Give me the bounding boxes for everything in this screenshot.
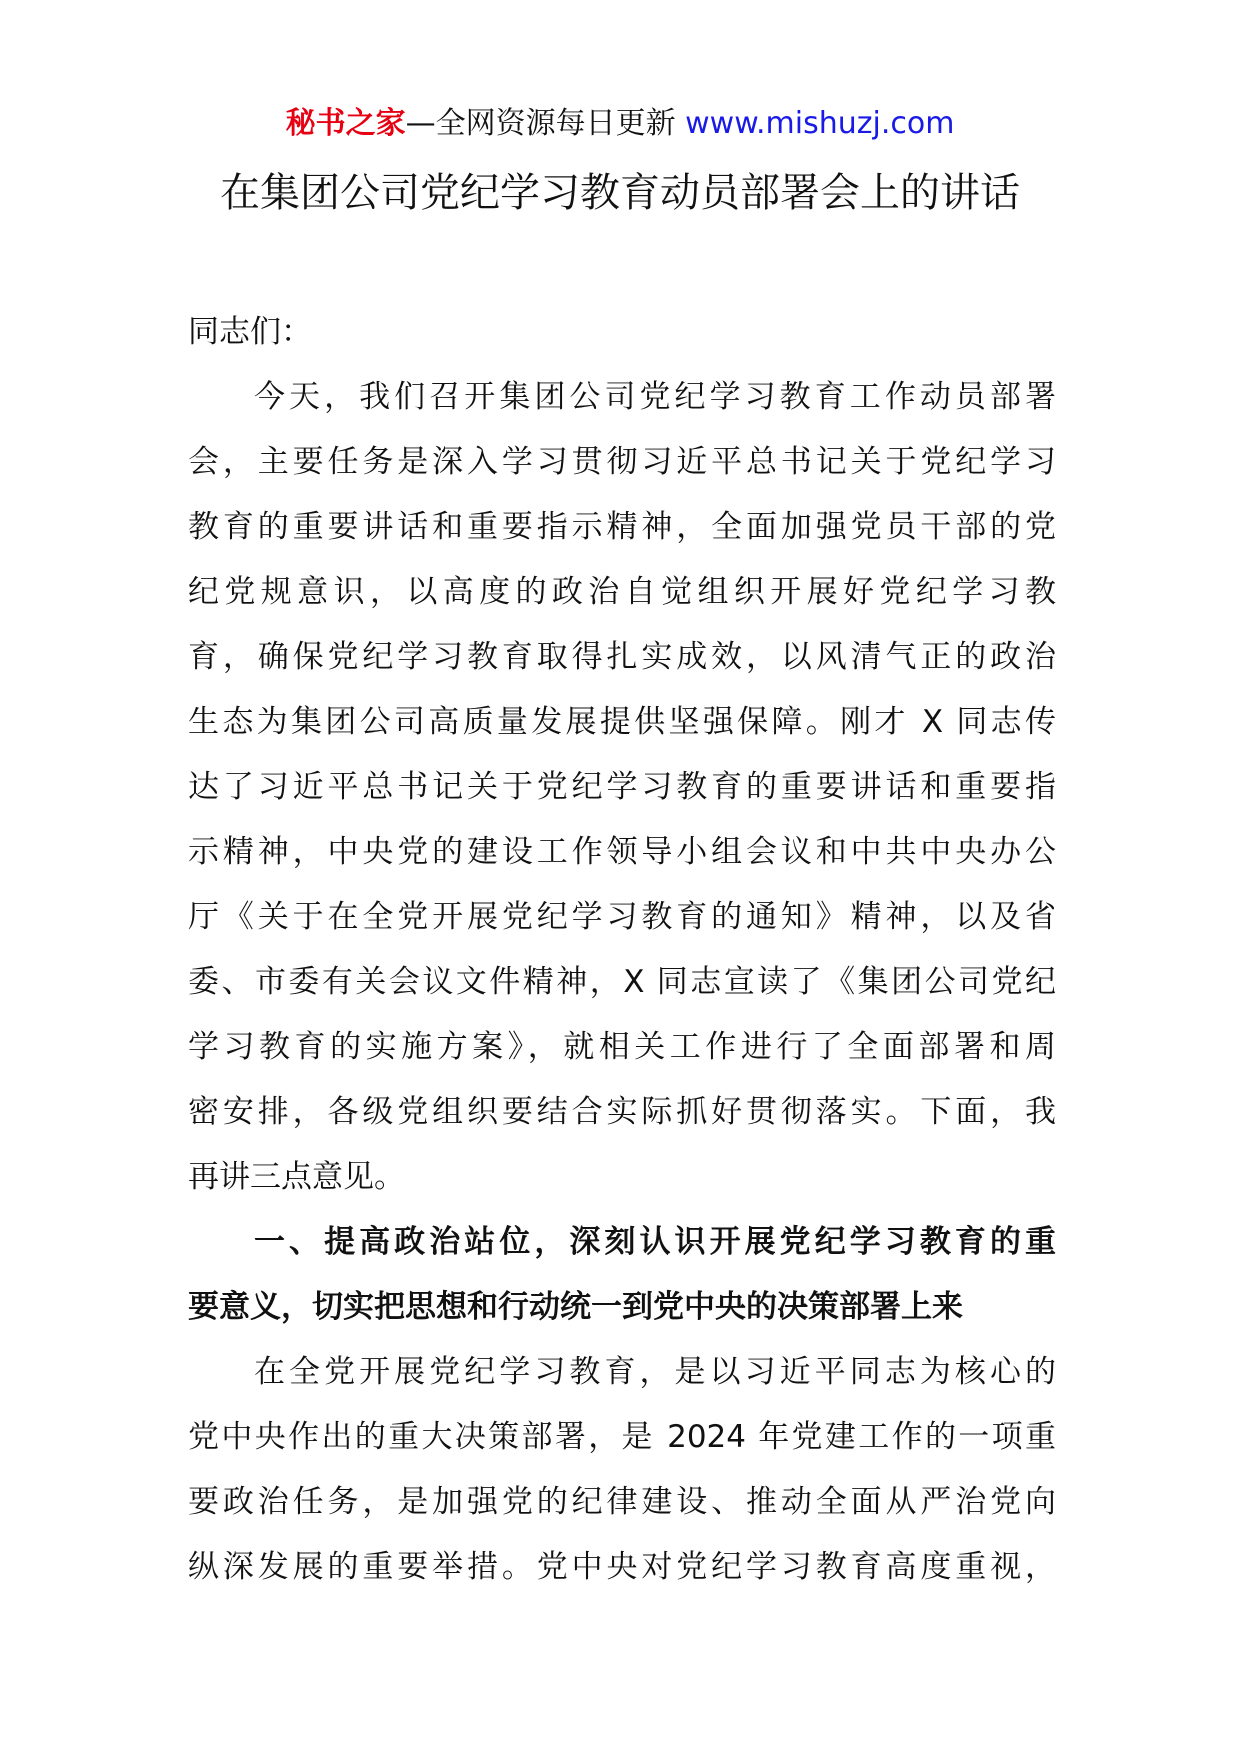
paragraph-line: 纵深发展的重要举措。党中央对党纪学习教育高度重视， (188, 1549, 1056, 1585)
paragraph-line: 党中央作出的重大决策部署，是 2024 年党建工作的一项重 (188, 1419, 1056, 1455)
site-url-link[interactable]: www.mishuzj.com (685, 106, 955, 141)
paragraph-line: 会，主要任务是深入学习贯彻习近平总书记关于党纪学习 (188, 444, 1056, 480)
paragraph-line: 厅《关于在全党开展党纪学习教育的通知》精神，以及省 (188, 899, 1056, 935)
salutation: 同志们： (188, 314, 312, 350)
paragraph-line: 教育的重要讲话和重要指示精神，全面加强党员干部的党 (188, 509, 1056, 545)
site-tagline: —全网资源每日更新 (405, 106, 686, 141)
paragraph-line: 育，确保党纪学习教育取得扎实成效，以风清气正的政治 (188, 639, 1056, 675)
site-banner (0, 104, 1240, 144)
paragraph-line: 密安排，各级党组织要结合实际抓好贯彻落实。下面，我 (188, 1094, 1056, 1130)
paragraph-line: 生态为集团公司高质量发展提供坚强保障。刚才 X 同志传 (188, 704, 1056, 740)
paragraph-line: 示精神，中央党的建设工作领导小组会议和中共中央办公 (188, 834, 1056, 870)
paragraph-line: 再讲三点意见。 (188, 1159, 405, 1195)
site-brand: 秘书之家 (285, 106, 406, 141)
paragraph-line: 学习教育的实施方案》，就相关工作进行了全面部署和周 (188, 1029, 1056, 1065)
section-heading-line: 要意义，切实把思想和行动统一到党中央的决策部署上来 (188, 1289, 963, 1325)
section-heading-line: 一、提高政治站位，深刻认识开展党纪学习教育的重 (254, 1224, 1056, 1260)
paragraph-line: 纪党规意识，以高度的政治自觉组织开展好党纪学习教 (188, 574, 1056, 610)
document-title: 在集团公司党纪学习教育动员部署会上的讲话 (220, 170, 1020, 216)
paragraph-line: 委、市委有关会议文件精神，X 同志宣读了《集团公司党纪 (188, 964, 1056, 1000)
paragraph-line: 今天，我们召开集团公司党纪学习教育工作动员部署 (254, 379, 1056, 415)
document-body (188, 300, 1056, 1600)
paragraph-line: 达了习近平总书记关于党纪学习教育的重要讲话和重要指 (188, 769, 1056, 805)
paragraph-line: 要政治任务，是加强党的纪律建设、推动全面从严治党向 (188, 1484, 1056, 1520)
paragraph-line: 在全党开展党纪学习教育，是以习近平同志为核心的 (254, 1354, 1056, 1390)
